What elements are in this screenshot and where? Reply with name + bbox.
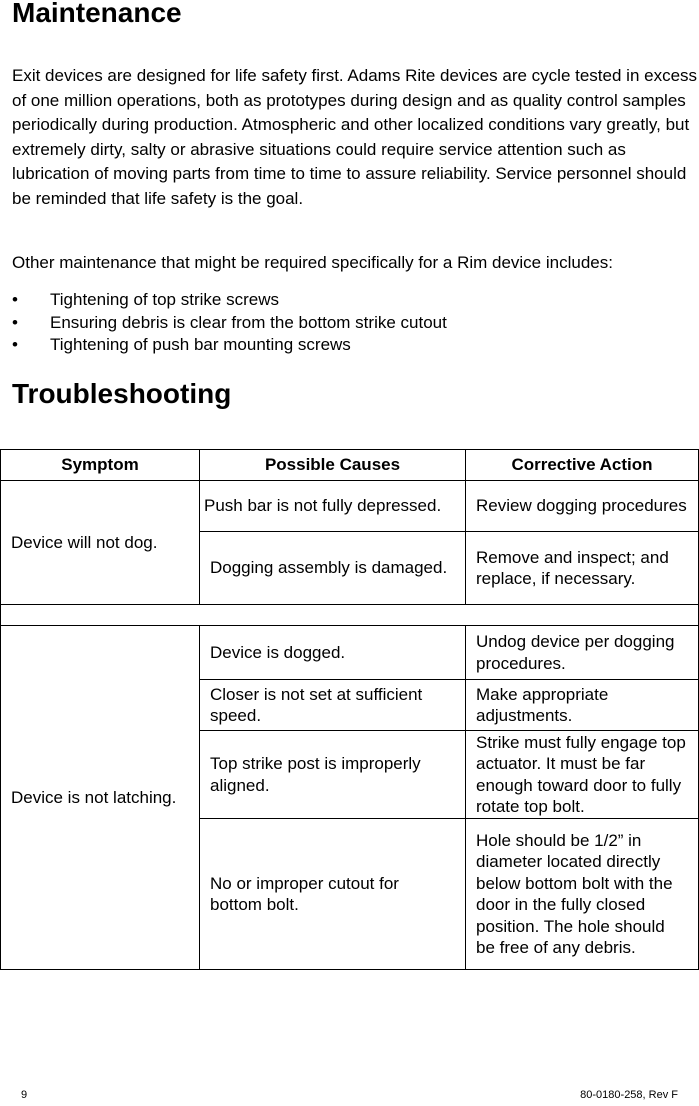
bullet-icon: • xyxy=(12,312,18,332)
symptom-column-header: Symptom xyxy=(1,450,200,481)
action-cell: Remove and inspect; and replace, if necessary. xyxy=(466,532,699,605)
cause-cell: Top strike post is improperly aligned. xyxy=(200,731,466,819)
cause-cell: No or improper cutout for bottom bolt. xyxy=(200,819,466,970)
table-header-row xyxy=(1,450,699,481)
cause-cell: Device is dogged. xyxy=(200,626,466,680)
spacer-row xyxy=(1,605,699,626)
table-row xyxy=(1,481,699,532)
action-cell: Undog device per dogging procedures. xyxy=(466,626,699,680)
symptom-cell: Device is not latching. xyxy=(1,626,200,970)
list-item-text: Ensuring debris is clear from the bottom strike cutout xyxy=(50,312,447,332)
table-row xyxy=(1,626,699,680)
list-item xyxy=(12,334,447,357)
page-number: 9 xyxy=(21,1089,28,1101)
list-item xyxy=(12,312,447,335)
list-item-text: Tightening of top strike screws xyxy=(50,290,279,309)
action-cell: Strike must fully engage top actuator. It must be far enough toward door to fully rotate top bolt. xyxy=(466,731,699,819)
maintenance-bullet-list xyxy=(12,289,447,357)
list-item xyxy=(12,289,447,312)
troubleshooting-table xyxy=(0,449,699,970)
action-cell: Make appropriate adjustments. xyxy=(466,680,699,731)
action-cell: Review dogging procedures xyxy=(466,481,699,532)
cause-cell: Dogging assembly is damaged. xyxy=(200,532,466,605)
causes-column-header: Possible Causes xyxy=(200,450,466,481)
document-number: 80-0180-258, Rev F xyxy=(580,1089,678,1101)
cause-cell: Closer is not set at sufficient speed. xyxy=(200,680,466,731)
action-column-header: Corrective Action xyxy=(466,450,699,481)
spacer-cell xyxy=(1,605,699,626)
action-cell: Hole should be 1/2” in diameter located directly below bottom bolt with the door in the fully closed position. The hole should be free of any debris. xyxy=(466,819,699,970)
maintenance-rim-paragraph: Other maintenance that might be required specifically for a Rim device includes: xyxy=(12,253,613,272)
symptom-cell: Device will not dog. xyxy=(1,481,200,605)
cause-cell: Push bar is not fully depressed. xyxy=(200,481,466,532)
maintenance-intro-paragraph: Exit devices are designed for life safety first. Adams Rite devices are cycle tested in excess of one million operations, both as prototypes during design and as quality control samples periodically during production. Atmospheric and other localized conditions vary greatly, but extremely dirty, salty or abrasive situations could require service attention such as lubrication of moving parts from time to time to assure reliability. Service personnel should be reminded that life safety is the goal. xyxy=(12,66,698,208)
maintenance-heading: Maintenance xyxy=(12,0,182,28)
troubleshooting-heading: Troubleshooting xyxy=(12,378,232,409)
list-item-text: Tightening of push bar mounting screws xyxy=(50,335,351,354)
bullet-icon: • xyxy=(12,335,18,354)
bullet-icon: • xyxy=(12,290,18,309)
